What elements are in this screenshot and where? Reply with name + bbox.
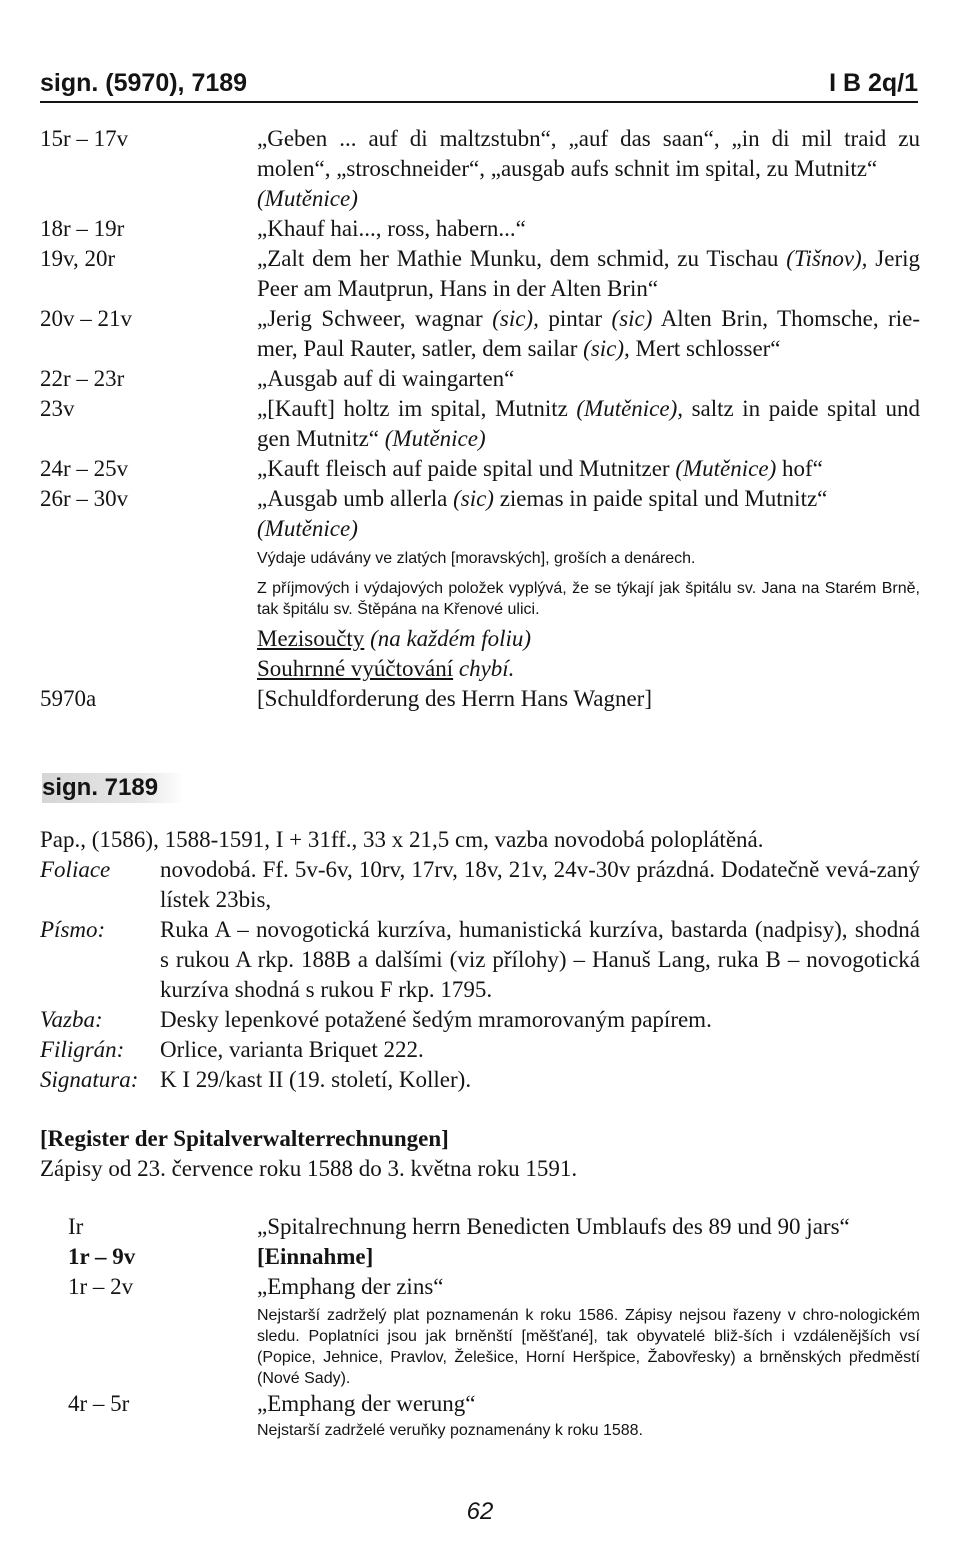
list-item (40, 684, 920, 714)
list-item (68, 1272, 920, 1389)
field-label: Vazba: (40, 1007, 103, 1032)
entry-text: [Schuldforderung des Herrn Hans Wagner] (257, 686, 652, 711)
folio-range: 18r – 19r (40, 216, 125, 241)
folio-range: 23v (40, 396, 75, 421)
list-item (68, 1212, 920, 1242)
note-werung: Nejstarší zadrželé veruňky poznamenány k roku 1588. (257, 1422, 643, 1439)
list-item (40, 454, 920, 484)
field-label: Filigrán: (40, 1037, 125, 1062)
folio-range: 22r – 23r (40, 366, 125, 391)
folio-range: 19v, 20r (40, 246, 116, 271)
entry-text: „Ausgab auf di waingarten“ (257, 366, 515, 391)
list-item (40, 214, 920, 244)
folio-range: 4r – 5r (68, 1391, 130, 1416)
field-label: Písmo: (40, 917, 106, 942)
note-currency: Výdaje udávány ve zlatých [moravských], groších a denárech. (257, 550, 696, 567)
header-rule (40, 101, 918, 103)
list-item (40, 484, 920, 684)
header-signature: sign. (5970), 7189 (40, 69, 248, 97)
summary-line: Souhrnné vyúčtování chybí. (257, 656, 515, 681)
entry-text: „[Kauft] holtz im spital, Mutnitz (Mutěnice), saltz in paide spital und gen Mutnitz“ (Mutěnice) (257, 396, 920, 451)
folio-range: 15r – 17v (40, 126, 129, 151)
folio-range: 1r – 2v (68, 1274, 134, 1299)
field-script (40, 915, 920, 1005)
folio-range: 5970a (40, 686, 97, 711)
folio-range: 26r – 30v (40, 486, 129, 511)
note-taxpayers: Nejstarší zadrželý plat poznamenán k roku 1586. Zápisy nejsou řazeny v chro-nologickém sledu. Poplatníci jsou jak brněnští [měšťané], tak obyvatelé bliž-ších i vzdálenějších vsí (Popice, Jehnice, Pravlov, Želešice, Horní Heršpice, Žabovřesky) a brněnských předměstí (Nové Sady). (257, 1307, 920, 1387)
entry-list-5970 (40, 124, 920, 714)
entry-list-7189 (68, 1212, 920, 1441)
folio-range: 24r – 25v (40, 456, 129, 481)
folio-range: 20v – 21v (40, 306, 132, 331)
field-binding (40, 1005, 920, 1035)
entry-text: [Einnahme] (257, 1244, 374, 1269)
list-item (40, 244, 920, 304)
field-value: Orlice, varianta Briquet 222. (160, 1037, 424, 1062)
field-value: K I 29/kast II (19. století, Koller). (160, 1067, 472, 1092)
entry-text: „Geben ... auf di maltzstubn“, „auf das saan“, „in di mil traid zu molen“, „stroschneider“, „ausgab aufs schnit im spital, zu Mutnitz“ (Mutěnice) (257, 126, 920, 211)
physical-description (40, 825, 920, 1095)
list-item (68, 1389, 920, 1441)
entry-text: „Spitalrechnung herrn Benedicten Umblaufs des 89 und 90 jars“ (257, 1214, 850, 1239)
field-value: Ruka A – novogotická kurzíva, humanistická kurzíva, bastarda (nadpisy), shodná s rukou A rkp. 188B a dalšími (viz přílohy) – Hanuš Lang, ruka B – novogotická kurzíva shodná s rukou F rkp. 1795. (160, 917, 920, 1002)
list-item (40, 364, 920, 394)
field-signature (40, 1065, 920, 1095)
header-shelfmark: I B 2q/1 (829, 69, 918, 97)
entry-text: „Khauf hai..., ross, habern...“ (257, 216, 526, 241)
entry-text: „Jerig Schweer, wagnar (sic), pintar (sic) Alten Brin, Thomsche, rie-mer, Paul Rauter, satler, dem sailar (sic), Mert schlosser“ (257, 306, 921, 361)
folio-range: 1r – 9v (68, 1244, 136, 1269)
field-value: novodobá. Ff. 5v-6v, 10rv, 17rv, 18v, 21v, 24v-30v prázdná. Dodatečně vevá-zaný lístek 23bis, (160, 857, 920, 912)
entry-text: „Emphang der werung“ Nejstarší zadrželé veruňky poznamenány k roku 1588. (257, 1389, 920, 1441)
page-header (40, 68, 918, 104)
field-watermark (40, 1035, 920, 1065)
entry-text: „Kauft fleisch auf paide spital und Mutnitzer (Mutěnice) hof“ (257, 456, 823, 481)
field-label: Foliace (40, 857, 111, 882)
register-heading (40, 1124, 920, 1184)
list-item (40, 304, 920, 364)
section-label: sign. 7189 (42, 773, 184, 803)
entry-text: „Ausgab umb allerla (sic) ziemas in paide spital und Mutnitz“ (Mutěnice) Výdaje udávány ve zlatých [moravských], groších a denárech. Z příjmových i výdajových položek vyplývá, že se týkají jak špitálu sv. Jana na Starém Brně, tak špitálu sv. Štěpána na Křenové ulici. Mezisoučty (na každém foliu) Souhrnné vyúčtování chybí. (257, 484, 920, 684)
subtotals-line: Mezisoučty (na každém foliu) (257, 626, 532, 651)
field-value: Desky lepenkové potažené šedým mramorovaným papírem. (160, 1007, 712, 1032)
field-foliation (40, 855, 920, 915)
register-title: [Register der Spitalverwalterrechnungen] (40, 1126, 449, 1151)
note-hospitals: Z příjmových i výdajových položek vyplývá, že se týkají jak špitálu sv. Jana na Starém Brně, tak špitálu sv. Štěpána na Křenové ulici. (257, 580, 920, 618)
paper-line: Pap., (1586), 1588-1591, I + 31ff., 33 x 21,5 cm, vazba novodobá poloplátěná. (40, 827, 764, 852)
list-item (40, 394, 920, 454)
list-item (40, 124, 920, 214)
register-dates: Zápisy od 23. července roku 1588 do 3. května roku 1591. (40, 1156, 578, 1181)
page-number: 62 (466, 1498, 494, 1525)
field-label: Signatura: (40, 1067, 139, 1092)
entry-text: „Emphang der zins“ Nejstarší zadrželý plat poznamenán k roku 1586. Zápisy nejsou řazeny v chro-nologickém sledu. Poplatníci jsou jak brněnští [měšťané], tak obyvatelé bliž-ších i vzdálenějších vsí (Popice, Jehnice, Pravlov, Želešice, Horní Heršpice, Žabovřesky) a brněnských předměstí (Nové Sady). (257, 1274, 920, 1387)
entry-text: „Zalt dem her Mathie Munku, dem schmid, zu Tischau (Tišnov), Jerig Peer am Mautprun, Hans in der Alten Brin“ (257, 246, 921, 301)
list-item (68, 1242, 920, 1272)
folio-range: Ir (68, 1214, 84, 1239)
